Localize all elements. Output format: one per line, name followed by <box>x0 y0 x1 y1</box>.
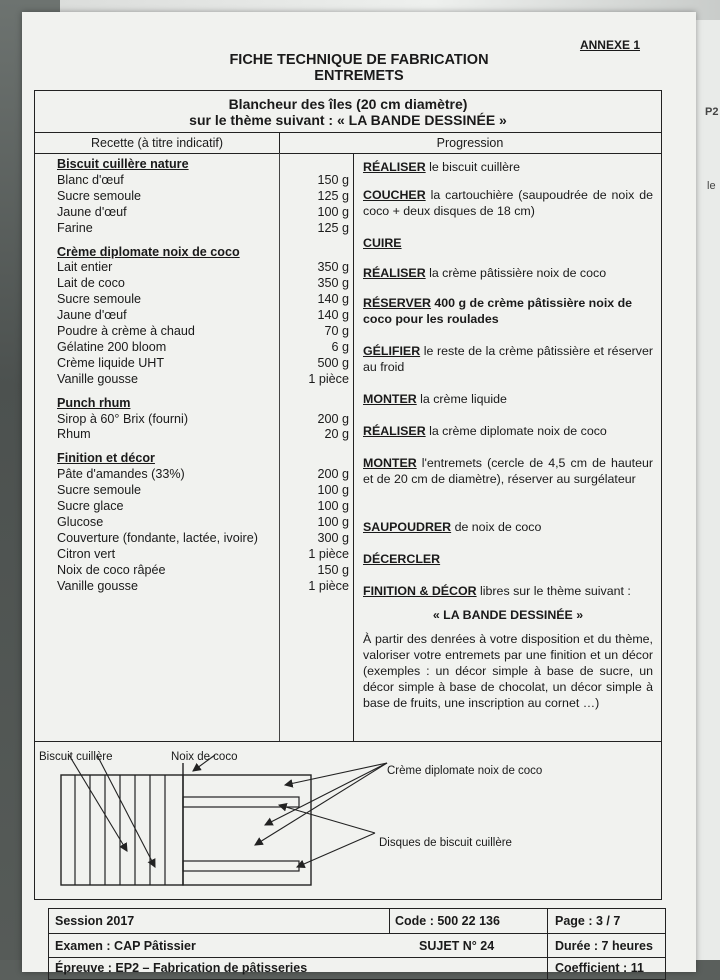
diagram-label-biscuit: Biscuit cuillère <box>39 751 113 763</box>
diagram-arrows <box>69 755 387 867</box>
back-page-fragment: le <box>707 180 716 192</box>
header-divider <box>279 133 280 153</box>
ingredient-name: Jaune d'œuf <box>57 204 127 219</box>
step-text: de noix de coco <box>451 520 542 534</box>
step-2 <box>363 187 653 219</box>
ingredient-quantity: 6 g <box>331 339 349 354</box>
step-1 <box>363 159 653 175</box>
step-5 <box>363 295 653 327</box>
ingredient-quantity: 300 g <box>317 530 349 545</box>
subject-line-2: sur le thème suivant : « LA BANDE DESSINÉE » <box>189 112 507 128</box>
ingredient-name: Glucose <box>57 514 104 529</box>
step-text: le reste de la crème pâtissière et réserver au froid <box>363 344 653 374</box>
ingredient-quantity: 125 g <box>317 220 349 235</box>
title-line-1: FICHE TECHNIQUE DE FABRICATION <box>229 52 489 68</box>
step-9 <box>363 455 653 487</box>
ingredient-quantity: 20 g <box>324 427 349 442</box>
step-verb: CUIRE <box>363 236 402 250</box>
step-verb: COUCHER <box>363 188 426 202</box>
coefficient: Coefficient : 11 <box>555 961 644 975</box>
step-text: libres sur le thème suivant : <box>476 584 631 598</box>
document-title <box>22 52 696 84</box>
ingredient-name: Poudre à crème à chaud <box>57 324 195 338</box>
progression-column-header: Progression <box>279 133 661 154</box>
step-verb: SAUPOUDRER <box>363 520 452 534</box>
cream-layer <box>183 775 311 885</box>
ingredient-quantity: 100 g <box>317 499 349 513</box>
footer-col-divider <box>547 909 548 979</box>
recipe-frame <box>34 90 662 900</box>
ingredient-quantity: 140 g <box>317 308 349 323</box>
subject-line-1: Blancheur des îles (20 cm diamètre) <box>228 96 468 112</box>
ingredient-name: Rhum <box>57 427 91 442</box>
recipe-column-header: Recette (à titre indicatif) <box>35 133 279 154</box>
ingredient-quantity: 500 g <box>317 355 349 370</box>
step-10 <box>363 519 653 535</box>
diagram-label-noix: Noix de coco <box>171 751 238 763</box>
title-line-2: ENTREMETS <box>314 68 404 84</box>
page-number: Page : 3 / 7 <box>555 914 621 928</box>
ingredient-name: Vanille gousse <box>57 371 138 386</box>
step-text: la cartouchière (saupoudrée de noix de coco + deux disques de 18 cm) <box>363 188 653 218</box>
step-12 <box>363 583 653 599</box>
document-sheet <box>22 12 696 975</box>
epreuve: Épreuve : EP2 – Fabrication de pâtisseries <box>55 961 308 975</box>
ingredient-quantity: 1 pièce <box>308 546 349 561</box>
examen: Examen : CAP Pâtissier <box>55 939 196 953</box>
ingredient-quantity: 100 g <box>317 514 349 529</box>
ingredient-name: Sucre glace <box>57 499 124 513</box>
biscuit-disc-bottom <box>183 861 299 871</box>
ingredient-quantity: 150 g <box>317 562 349 577</box>
step-verb: FINITION & DÉCOR <box>363 584 477 598</box>
ingredient-name: Lait de coco <box>57 276 125 291</box>
sujet: SUJET N° 24 <box>419 939 495 953</box>
step-verb: MONTER <box>363 456 417 470</box>
ingredient-quantity: 150 g <box>317 172 349 187</box>
step-11 <box>363 551 653 567</box>
ingredient-name: Farine <box>57 220 93 235</box>
decor-instructions: À partir des denrées à votre disposition et du thème, valoriser votre entremets par une finition et un décor (exemples : un décor simple à base de sucre, un décor simple à base de chocolat, un décor simple à base de fruits, une inscription au cornet …) <box>363 632 653 710</box>
ingredient-name: Couverture (fondante, lactée, ivoire) <box>57 530 258 545</box>
ingredient-quantity: 350 g <box>317 276 349 291</box>
footer-row-divider <box>49 933 665 934</box>
footer-row-divider <box>49 957 665 958</box>
step-6 <box>363 343 653 375</box>
step-text: 400 g de crème pâtissière noix de coco pour les roulades <box>363 296 633 326</box>
theme-label: « LA BANDE DESSINÉE » <box>432 608 584 622</box>
back-page-label: P2 <box>705 106 719 118</box>
footer-col-divider <box>389 909 390 933</box>
step-7 <box>363 391 653 407</box>
annexe-label: ANNEXE 1 <box>579 38 640 52</box>
duree: Durée : 7 heures <box>555 939 653 953</box>
ingredient-name: Sucre semoule <box>57 483 141 498</box>
exam-footer <box>48 908 666 980</box>
recipe-section-heading: Crème diplomate noix de coco <box>57 244 240 259</box>
ingredient-name: Lait entier <box>57 260 113 275</box>
ingredient-name: Gélatine 200 bloom <box>57 339 167 354</box>
step-8 <box>363 423 653 439</box>
step-3 <box>363 235 653 251</box>
column-divider <box>353 153 354 741</box>
step-verb: RÉALISER <box>363 266 426 280</box>
ingredient-name: Sirop à 60° Brix (fourni) <box>57 411 189 426</box>
diagram-label-disques: Disques de biscuit cuillère <box>379 837 512 849</box>
step-4 <box>363 265 653 281</box>
code: Code : 500 22 136 <box>395 914 500 928</box>
qty-divider <box>279 153 280 741</box>
step-verb: DÉCERCLER <box>363 552 441 566</box>
step-text: la crème diplomate noix de coco <box>425 424 607 438</box>
biscuit-stripes <box>75 775 165 885</box>
assembly-diagram <box>35 741 661 899</box>
recipe-section-heading: Finition et décor <box>57 451 155 466</box>
ingredient-quantity: 1 pièce <box>308 371 349 386</box>
ingredient-quantity: 70 g <box>324 324 349 338</box>
ingredient-quantity: 1 pièce <box>308 578 349 593</box>
subject-header <box>35 91 661 133</box>
recipe-section-heading: Punch rhum <box>57 395 131 410</box>
ingredient-name: Jaune d'œuf <box>57 308 127 323</box>
step-verb: MONTER <box>363 392 417 406</box>
step-text: la crème liquide <box>416 392 507 406</box>
ingredient-name: Sucre semoule <box>57 292 141 307</box>
session: Session 2017 <box>55 914 135 928</box>
ingredient-quantity: 200 g <box>317 411 349 426</box>
ingredient-name: Noix de coco râpée <box>57 562 166 577</box>
step-verb: RÉALISER <box>363 160 426 174</box>
step-verb: RÉALISER <box>363 424 426 438</box>
ingredient-quantity: 100 g <box>317 204 349 219</box>
ingredient-name: Vanille gousse <box>57 578 138 593</box>
ingredient-name: Pâte d'amandes (33%) <box>57 467 185 482</box>
ingredient-name: Blanc d'œuf <box>57 172 124 187</box>
ingredient-quantity: 200 g <box>317 467 349 482</box>
diagram-label-creme: Crème diplomate noix de coco <box>387 765 543 777</box>
step-verb: RÉSERVER <box>363 296 431 310</box>
recipe-section-heading: Biscuit cuillère nature <box>57 157 189 171</box>
ingredient-name: Citron vert <box>57 546 116 561</box>
ingredient-quantity: 350 g <box>317 260 349 275</box>
step-text: la crème pâtissière noix de coco <box>425 266 607 280</box>
step-text: l'entremets (cercle de 4,5 cm de hauteur et de 20 cm de diamètre), réserver au surgélateur <box>363 456 653 486</box>
ingredient-quantity: 100 g <box>317 483 349 498</box>
step-verb: GÉLIFIER <box>363 344 421 358</box>
ingredient-quantity: 125 g <box>317 188 349 203</box>
ingredient-name: Crème liquide UHT <box>57 355 165 370</box>
ingredient-name: Sucre semoule <box>57 188 141 203</box>
step-text: le biscuit cuillère <box>425 160 521 174</box>
ingredient-quantity: 140 g <box>317 292 349 307</box>
